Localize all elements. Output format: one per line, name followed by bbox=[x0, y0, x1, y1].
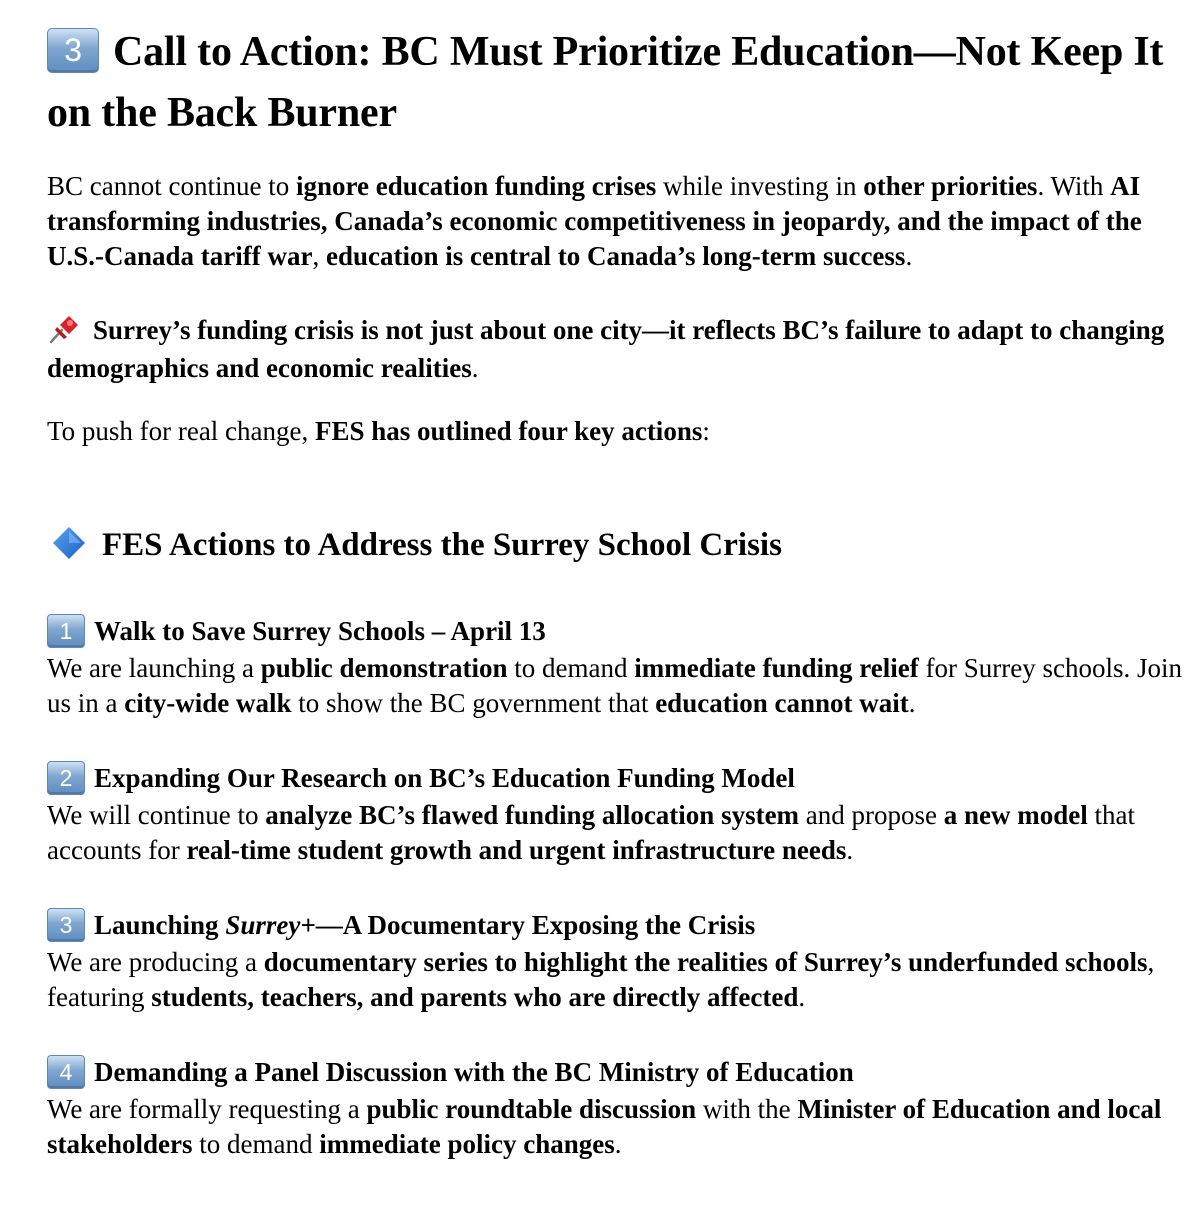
action-text: We will continue to bbox=[47, 799, 266, 830]
action-bold: Minister of Education and local stakeholders bbox=[47, 1093, 1162, 1159]
action-body bbox=[47, 651, 1192, 721]
surrey-crisis-paragraph bbox=[47, 311, 1187, 387]
action-title-text: Demanding a Panel Discussion with the BC Ministry of Education bbox=[94, 1057, 854, 1087]
action-text: and propose bbox=[799, 799, 944, 830]
page-title-text: Call to Action: BC Must Prioritize Education—Not Keep It on the Back Burner bbox=[47, 29, 1164, 136]
action-text: We are launching a bbox=[47, 652, 261, 683]
keycap-4-icon: 4 bbox=[47, 1055, 85, 1089]
action-bold: documentary series to highlight the realities of Surrey’s underfunded schools bbox=[263, 946, 1148, 977]
intro-bold: ignore education funding crises bbox=[295, 171, 657, 201]
action-text: that accounts for bbox=[47, 799, 1136, 865]
section-heading-text: FES Actions to Address the Surrey School Crisis bbox=[102, 527, 782, 563]
surrey-crisis-bold: Surrey’s funding crisis is not just about one city—it reflects BC’s failure to adapt to changing demographics and economic realities bbox=[47, 315, 1165, 383]
action-item bbox=[47, 612, 1192, 721]
intro-bold: other priorities bbox=[863, 171, 1038, 201]
action-title bbox=[47, 612, 1192, 651]
intro-bold: education is central to Canada’s long-term success bbox=[325, 241, 906, 271]
key-actions-text: To push for real change, bbox=[47, 416, 316, 446]
intro-text: while investing in bbox=[656, 171, 864, 201]
intro-bold: AI transforming industries, Canada’s economic competitiveness in jeopardy, and the impact of the U.S.-Canada tariff war bbox=[47, 171, 1142, 271]
action-text: We are formally requesting a bbox=[47, 1093, 367, 1124]
action-text: to show the BC government that bbox=[291, 687, 656, 718]
pushpin-icon bbox=[47, 313, 81, 345]
keycap-3-icon: 3 bbox=[47, 908, 85, 942]
action-text: , featuring bbox=[47, 946, 1155, 1012]
action-text: to demand bbox=[507, 652, 635, 683]
intro-text: . With bbox=[1037, 171, 1111, 201]
action-bold: public demonstration bbox=[260, 652, 508, 683]
intro-text: BC cannot continue to bbox=[47, 171, 296, 201]
action-title-text: —A Documentary Exposing the Crisis bbox=[315, 910, 756, 940]
blue-diamond-icon bbox=[52, 526, 86, 560]
action-title bbox=[47, 906, 1192, 945]
action-text: We are producing a bbox=[47, 946, 264, 977]
action-bold: immediate policy changes bbox=[319, 1128, 615, 1159]
intro-text: . bbox=[905, 241, 913, 271]
action-bold: real-time student growth and urgent infrastructure needs bbox=[186, 834, 847, 865]
keycap-1-icon: 1 bbox=[47, 614, 85, 648]
action-item bbox=[47, 1053, 1192, 1162]
action-text: with the bbox=[696, 1093, 798, 1124]
action-bold: a new model bbox=[943, 799, 1088, 830]
action-text: . bbox=[908, 687, 916, 718]
keycap-3-icon: 3 bbox=[47, 28, 99, 73]
action-bold: public roundtable discussion bbox=[366, 1093, 697, 1124]
action-bold: education cannot wait bbox=[655, 687, 909, 718]
intro-paragraph bbox=[47, 169, 1187, 274]
action-title-italic: Surrey+ bbox=[225, 910, 316, 940]
action-title bbox=[47, 759, 1192, 798]
action-title-text: Walk to Save Surrey Schools – April 13 bbox=[94, 616, 546, 646]
key-actions-text: : bbox=[702, 416, 710, 446]
action-text: for Surrey schools. Join us in a bbox=[47, 652, 1182, 718]
key-actions-bold: FES has outlined four key actions bbox=[315, 416, 703, 446]
action-bold: immediate funding relief bbox=[634, 652, 919, 683]
section-heading bbox=[52, 520, 782, 570]
surrey-crisis-text: . bbox=[471, 353, 479, 383]
action-title bbox=[47, 1053, 1192, 1092]
action-bold: analyze BC’s flawed funding allocation system bbox=[265, 799, 800, 830]
action-item bbox=[47, 906, 1192, 1015]
action-text: . bbox=[614, 1128, 622, 1159]
action-title-text: Launching bbox=[94, 910, 226, 940]
intro-text: , bbox=[312, 241, 326, 271]
keycap-2-icon: 2 bbox=[47, 761, 85, 795]
action-text: . bbox=[846, 834, 854, 865]
key-actions-intro bbox=[47, 414, 1187, 449]
action-text: . bbox=[798, 981, 806, 1012]
page-title bbox=[47, 22, 1197, 144]
action-bold: city-wide walk bbox=[124, 687, 292, 718]
action-title-text: Expanding Our Research on BC’s Education Funding Model bbox=[94, 763, 795, 793]
action-body bbox=[47, 945, 1192, 1015]
action-text: to demand bbox=[192, 1128, 320, 1159]
action-bold: students, teachers, and parents who are directly affected bbox=[151, 981, 799, 1012]
action-body bbox=[47, 1092, 1192, 1162]
action-item bbox=[47, 759, 1192, 868]
action-body bbox=[47, 798, 1192, 868]
